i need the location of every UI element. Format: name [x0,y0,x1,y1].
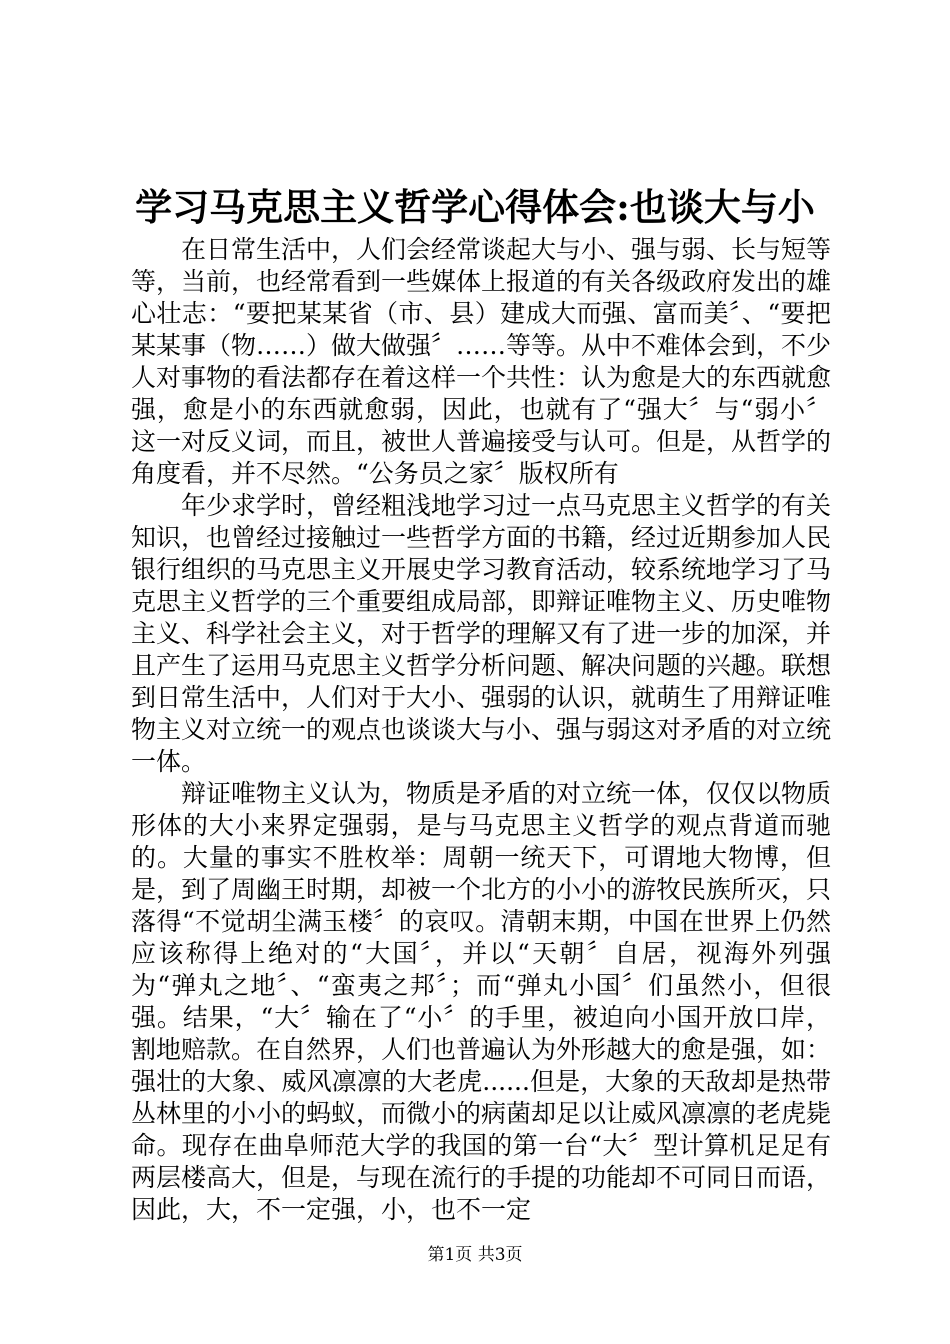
document-title: 学习马克思主义哲学心得体会:也谈大与小 [135,185,815,229]
paragraph-3: 辩证唯物主义认为，物质是矛盾的对立统一体，仅仅以物质形体的大小来界定强弱，是与马克思主义哲学的观点背道而驰的。大量的事实不胜枚举：周朝一统天下，可谓地大物博，但是，到了周幽王时期，却被一个北方的小小的游牧民族所灭，只落得“不觉胡尘满玉楼〞的哀叹。清朝末期，中国在世界上仍然应该称得上绝对的“大国〞，并以“天朝〞自居，视海外列强为“弹丸之地〞、“蛮夷之邦〞；而“弹丸小国〞们虽然小，但很强。结果，“大〞输在了“小〞的手里，被迫向小国开放口岸，割地赔款。在自然界，人们也普遍认为外形越大的愈是强，如：强壮的大象、威风凛凛的大老虎......但是，大象的天敌却是热带丛林里的小小的蚂蚁，而微小的病菌却足以让威风凛凛的老虎毙命。现存在曲阜师范大学的我国的第一台“大〞型计算机足足有两层楼高大，但是，与现在流行的手提的功能却不可同日而语，因此，大，不一定强，小，也不一定 [131,779,832,1224]
paragraph-1: 在日常生活中，人们会经常谈起大与小、强与弱、长与短等等，当前，也经常看到一些媒体上报道的有关各级政府发出的雄心壮志：“要把某某省（市、县）建成大而强、富而美〞、“要把某某事（物……）做大做强〞……等等。从中不难体会到，不少人对事物的看法都存在着这样一个共性：认为愈是大的东西就愈强，愈是小的东西就愈弱，因此，也就有了“强大〞与“弱小〞这一对反义词，而且，被世人普遍接受与认可。但是，从哲学的角度看，并不尽然。“公务员之家〞版权所有 [131,235,832,488]
paragraph-2: 年少求学时，曾经粗浅地学习过一点马克思主义哲学的有关知识，也曾经过接触过一些哲学方面的书籍，经过近期参加人民银行组织的马克思主义开展史学习教育活动，较系统地学习了马克思主义哲学的三个重要组成局部，即辩证唯物主义、历史唯物主义、科学社会主义，对于哲学的理解又有了进一步的加深，并且产生了运用马克思主义哲学分析问题、解决问题的兴趣。联想到日常生活中，人们对于大小、强弱的认识，就萌生了用辩证唯物主义对立统一的观点也谈谈大与小、强与弱这对矛盾的对立统一体。 [131,491,832,776]
document-body [131,234,831,1226]
page-footer: 第1页 共3页 [427,1245,523,1265]
